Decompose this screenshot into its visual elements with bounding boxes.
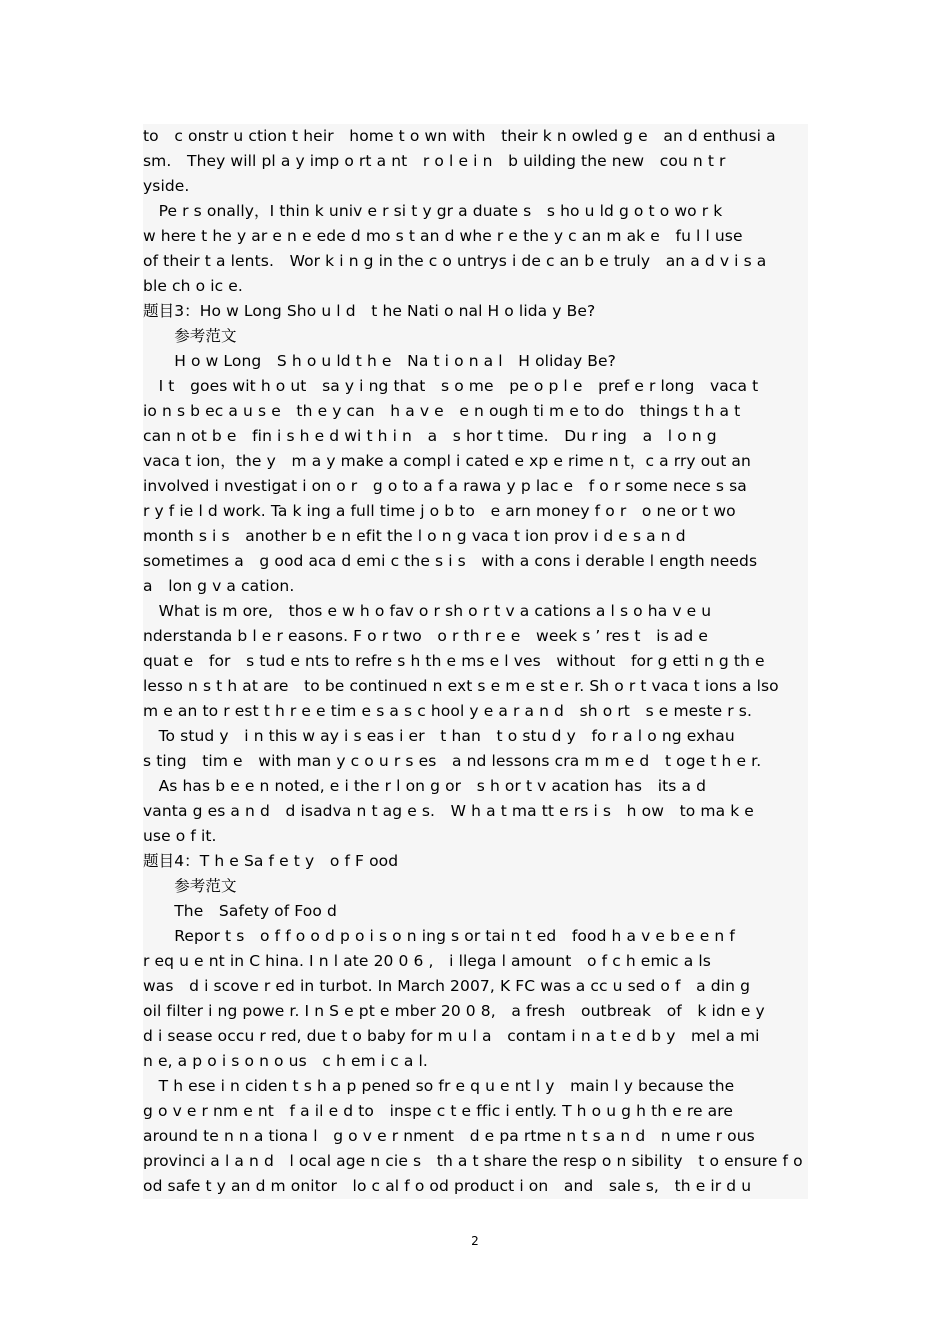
text-line: g o v e r nm e nt f a il e d to inspe c t e ffic i ently. T h o u g h th e re are (143, 1102, 734, 1120)
text-line: Pe r s onally，I thin k univ e r si t y gr a duate s s ho u ld g o t o wo r k (143, 202, 723, 220)
text-line: 题目4：T h e Sa f e t y o f F ood (143, 852, 399, 870)
text-line: As has b e e n noted, e i the r l on g or s h or t v acation has its a d (143, 777, 707, 795)
text-line: T h ese i n ciden t s h a p pened so fr e q u e nt l y main l y because the (143, 1077, 735, 1095)
text-line: a lon g v a cation. (143, 577, 295, 595)
text-line: od safe t y an d m onitor lo c al f o od product i on and sale s, th e ir d u (143, 1177, 752, 1195)
text-line: d i sease occu r red, due t o baby for m u l a contam i n a t e d b y mel a mi (143, 1027, 760, 1045)
text-line: The Safety of Foo d (143, 902, 337, 920)
text-line: io n s b ec a u s e th e y can h a v e e n ough ti m e to do things t h a t (143, 402, 741, 420)
text-line: involved i nvestigat i on o r g o to a f a rawa y p lac e f o r some nece s sa (143, 477, 747, 495)
text-line: 参考范文 (143, 877, 237, 895)
text-line: m e an to r est t h r e e tim e s a s c hool y e a r a n d sh o rt s e meste r s. (143, 702, 753, 720)
text-line: lesso n s t h at are to be continued n ext s e m e st e r. Sh o r t vaca t ions a lso (143, 677, 779, 695)
text-line: vaca t ion，the y m a y make a compl i cated e xp e rime n t，c a rry out an (143, 452, 751, 470)
text-line: r eq u e nt in C hina. I n l ate 20 0 6 , i llega l amount o f c h emic a ls (143, 952, 711, 970)
text-line: of their t a lents. Wor k i n g in the c o untrys i de c an b e truly an a d v i s a (143, 252, 767, 270)
text-line: ble ch o ic e. (143, 277, 243, 295)
text-line: sm. They will pl a y imp o rt a nt r o l e i n b uilding the new cou n t r (143, 152, 726, 170)
text-line: vanta g es a n d d isadva n t ag e s. W h a t ma tt e rs i s h ow to ma k e (143, 802, 754, 820)
text-line: use o f it. (143, 827, 217, 845)
body-text (143, 124, 808, 1199)
text-line: yside. (143, 177, 190, 195)
text-line: month s i s another b e n efit the l o n g vaca t ion prov i d e s a n d (143, 527, 686, 545)
text-line: to c onstr u ction t heir home t o wn with their k n owled g e an d enthusi a (143, 127, 776, 145)
text-line: n e, a p o i s o n o us c h em i c a l. (143, 1052, 428, 1070)
text-line: oil filter i ng powe r. I n S e pt e mber 20 0 8, a fresh outbreak of k idn e y (143, 1002, 765, 1020)
text-line: To stud y i n this w ay i s eas i er t han t o stu d y fo r a l o ng exhau (143, 727, 735, 745)
text-line: sometimes a g ood aca d emi c the s i s with a cons i derable l ength needs (143, 552, 758, 570)
text-line: around te n n a tiona l g o v e r nment d e pa rtme n t s a n d n ume r ous (143, 1127, 755, 1145)
text-line: quat e for s tud e nts to refre s h th e ms e l ves without for g etti n g th e (143, 652, 765, 670)
text-line: H o w Long S h o u ld t h e Na t i o n a l H oliday Be? (143, 352, 617, 370)
text-line: can n ot b e fin i s h e d wi t h i n a s hor t time. Du r ing a l o n g (143, 427, 717, 445)
page-number: 2 (471, 1234, 479, 1248)
text-line: What is m ore, thos e w h o fav o r sh o r t v a cations a l s o ha v e u (143, 602, 712, 620)
text-line: 参考范文 (143, 327, 237, 345)
text-line: r y f ie l d work. Ta k ing a full time j o b to e arn money f o r o ne or t wo (143, 502, 736, 520)
text-line: nderstanda b l e r easons. F o r two o r th r e e week s ’ res t is ad e (143, 627, 709, 645)
text-line: s ting tim e with man y c o u r s es a nd lessons cra m m e d t oge t h e r. (143, 752, 762, 770)
text-line: w here t he y ar e n e ede d mo s t an d whe r e the y c an m ak e fu l l use (143, 227, 743, 245)
text-line: Repor t s o f f o o d p o i s o n ing s or tai n t ed food h a v e b e e n f (143, 927, 735, 945)
text-line: was d i scove r ed in turbot. In March 2007, K FC was a cc u sed o f a din g (143, 977, 751, 995)
text-line: I t goes wit h o ut sa y i ng that s o me pe o p l e pref e r long vaca t (143, 377, 759, 395)
text-line: provinci a l a n d l ocal age n cie s th a t share the resp o n sibility t o ensure f o (143, 1152, 803, 1170)
text-line: 题目3：Ho w Long Sho u l d t he Nati o nal H o lida y Be? (143, 302, 596, 320)
